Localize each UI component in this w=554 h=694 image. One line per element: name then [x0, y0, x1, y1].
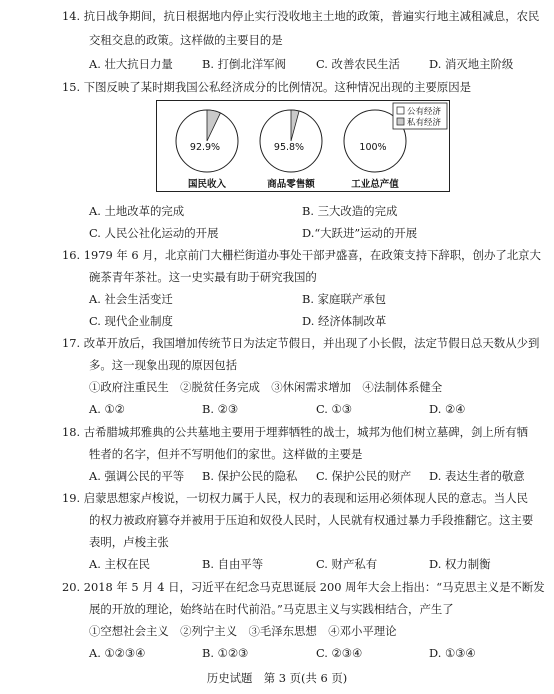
q17-stem-line1: 17. 改革开放后，我国增加传统节日为法定节假日，并出现了小长假，法定节假日总天数从少到	[62, 336, 540, 350]
q15-option-a[interactable]: A. 土地改革的完成	[89, 204, 185, 218]
q16-stem-line2: 碗茶青年茶社。这一史实最有助于研究我国的	[89, 270, 317, 284]
q18-stem-line1: 18. 古希腊城邦雅典的公共墓地主要用于埋葬牺牲的战士，城邦为他们树立墓碑，剑上所有牺	[62, 425, 528, 439]
pie-category-label: 商品零售额	[267, 179, 315, 190]
q20-option-d[interactable]: D. ①③④	[429, 646, 476, 660]
q20-stem-line1: 20. 2018 年 5 月 4 日，习近平在纪念马克思诞辰 200 周年大会上指出：“马克思主义是不断发	[62, 580, 545, 594]
q17-option-c[interactable]: C. ①③	[316, 402, 352, 416]
q14-option-b[interactable]: B. 打倒北洋军阀	[202, 57, 286, 71]
pie-value-label: 100%	[359, 142, 387, 153]
q19-stem-line1: 19. 启蒙思想家卢梭说，一切权力属于人民，权力的表现和运用必须体现人民的意志。当人民	[62, 491, 528, 505]
q16-option-b[interactable]: B. 家庭联产承包	[302, 292, 386, 306]
q20-option-b[interactable]: B. ①②③	[202, 646, 249, 660]
q18-option-b[interactable]: B. 保护公民的隐私	[202, 469, 298, 483]
q14-option-d[interactable]: D. 消灭地主阶级	[429, 57, 514, 71]
q18-option-d[interactable]: D. 表达生者的敬意	[429, 469, 525, 483]
pie-chart-svg	[157, 101, 449, 191]
q16-stem-line1: 16. 1979 年 6 月，北京前门大栅栏街道办事处干部尹盛喜，在政策支持下辞职，创办了北京大	[62, 248, 541, 262]
q20-statements: ①空想社会主义 ②列宁主义 ③毛泽东思想 ④邓小平理论	[89, 624, 397, 638]
q15-option-b[interactable]: B. 三大改造的完成	[302, 204, 398, 218]
q14-option-a[interactable]: A. 壮大抗日力量	[89, 57, 173, 71]
pie-category-label: 工业总产值	[351, 179, 399, 190]
q19-stem-line3: 表明，卢梭主张	[89, 535, 169, 549]
q16-option-d[interactable]: D. 经济体制改革	[302, 314, 387, 328]
q20-option-a[interactable]: A. ①②③④	[89, 646, 146, 660]
q19-stem-line2: 的权力被政府篡夺并被用于压迫和奴役人民时，人民就有权通过暴力手段推翻它。这主要	[89, 513, 534, 527]
q19-option-d[interactable]: D. 权力制衡	[429, 557, 491, 571]
pie-category-label: 国民收入	[187, 179, 227, 190]
q14-stem-line1: 14. 抗日战争期间，抗日根据地内停止实行没收地主土地的政策，普遍实行地主减租减息，农民	[62, 9, 540, 23]
q19-option-b[interactable]: B. 自由平等	[202, 557, 264, 571]
q17-statements: ①政府注重民生 ②脱贫任务完成 ③休闲需求增加 ④法制体系健全	[89, 380, 443, 394]
q15-option-c[interactable]: C. 人民公社化运动的开展	[89, 226, 219, 240]
q19-option-c[interactable]: C. 财产私有	[316, 557, 378, 571]
page-footer: 历史试题 第 3 页(共 6 页)	[206, 671, 348, 685]
q17-stem-line2: 多。这一现象出现的原因包括	[89, 358, 238, 372]
pie-value-label: 95.8%	[273, 142, 305, 153]
chart-legend	[393, 103, 447, 129]
q18-option-c[interactable]: C. 保护公民的财产	[316, 469, 412, 483]
q17-option-a[interactable]: A. ①②	[89, 402, 125, 416]
legend-label: 公有经济	[407, 107, 442, 117]
q16-option-c[interactable]: C. 现代企业制度	[89, 314, 173, 328]
q16-option-a[interactable]: A. 社会生活变迁	[89, 292, 173, 306]
legend-label: 私有经济	[407, 118, 442, 128]
q17-option-b[interactable]: B. ②③	[202, 402, 239, 416]
q18-stem-line2: 牲者的名字，但并不写明他们的家世。这样做的主要是	[89, 447, 363, 461]
q18-option-a[interactable]: A. 强调公民的平等	[89, 469, 185, 483]
q14-stem-line2: 交租交息的政策。这样做的主要目的是	[89, 33, 283, 47]
q15-option-d[interactable]: D.“大跃进”运动的开展	[302, 226, 418, 240]
q19-option-a[interactable]: A. 主权在民	[89, 557, 151, 571]
q17-option-d[interactable]: D. ②④	[429, 402, 466, 416]
q14-option-c[interactable]: C. 改善农民生活	[316, 57, 400, 71]
q20-option-c[interactable]: C. ②③④	[316, 646, 363, 660]
q20-stem-line2: 展的开放的理论，始终站在时代前沿。”马克思主义与实践相结合，产生了	[89, 602, 454, 616]
q15-stem-line1: 15. 下图反映了某时期我国公私经济成分的比例情况。这种情况出现的主要原因是	[62, 80, 472, 94]
pie-chart-figure	[156, 100, 450, 192]
legend-swatch	[397, 118, 404, 125]
legend-swatch	[397, 107, 404, 114]
pie-value-label: 92.9%	[189, 142, 221, 153]
